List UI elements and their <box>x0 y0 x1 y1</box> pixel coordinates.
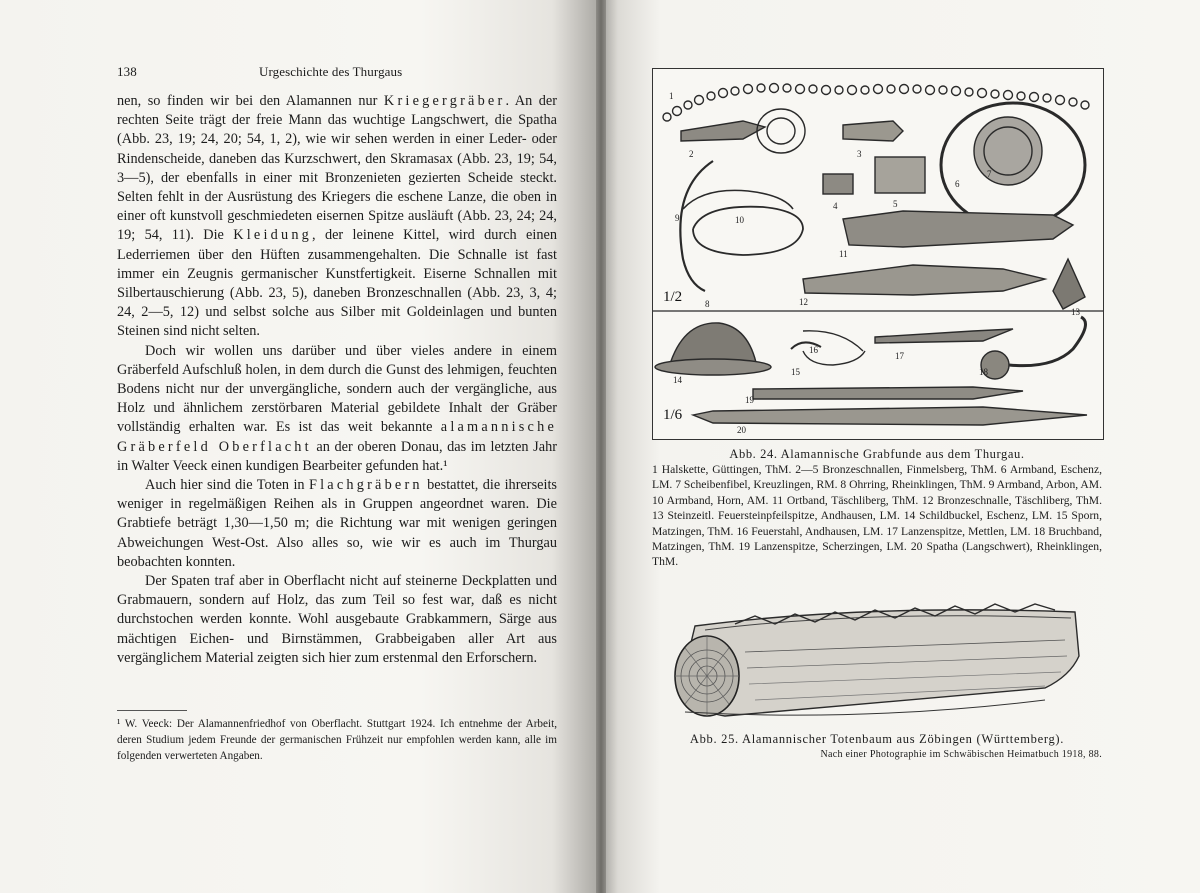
fig-number: 8 <box>705 299 710 309</box>
fig-number: 10 <box>735 215 744 225</box>
spaced-emphasis: Flachgräbern <box>308 477 423 494</box>
tree-coffin-illustration <box>665 596 1085 726</box>
figure-24-caption-body: 1 Halskette, Güttingen, ThM. 2—5 Bronzeschnallen, Finmelsberg, ThM. 6 Armband, Eschenz, LM. 7 Scheibenfibel, Kreuzlingen, RM. 8 Ohrring, Rheinklingen, ThM. 9 Armband, Arbon, AM. 10 Armband, Horn, AM. 11 Ortband, Täschliberg, ThM. 12 Bronzeschnalle, Täschliberg, ThM. 13 Steinzeitl. Feuersteinpfeilspitze, Andhausen, LM. 14 Schildbuckel, Eschenz, LM. 15 Sporn, Matzingen, ThM. 16 Feuerstahl, Andhausen, LM. 17 Lanzenspitze, Mettlen, LM. 18 Bruchband, Matzingen, ThM. 19 Lanzenspitze, Scherzingen, LM. 20 Spatha (Langschwert), Rheinklingen, ThM. <box>652 463 1102 569</box>
spaced-emphasis: alamannische Gräberfeld Oberflacht <box>117 419 557 455</box>
text-run: Auch hier sind die Toten in <box>145 477 309 494</box>
footnote-rule <box>117 710 187 711</box>
fig-number: 15 <box>791 367 800 377</box>
body-paragraph <box>117 342 557 476</box>
fig-number: 16 <box>809 345 818 355</box>
body-text <box>117 92 557 668</box>
fig-number: 12 <box>799 297 808 307</box>
figure-25-caption-source: Nach einer Photographie im Schwäbischen Heimatbuch 1918, 88. <box>820 749 1102 760</box>
scale-label-lower: 1/6 <box>663 407 683 423</box>
page-number: 138 <box>117 64 137 79</box>
fig-number: 3 <box>857 149 862 159</box>
spaced-emphasis: Kriegergräber <box>383 93 506 109</box>
fig-number: 19 <box>745 395 754 405</box>
fig-number: 2 <box>689 149 694 159</box>
fig-number: 9 <box>675 213 680 223</box>
figure-25-image <box>665 596 1085 726</box>
book-gutter <box>596 0 606 893</box>
text-run: . An der rechten Seite trägt der freie Mann das wuchtige Langschwert, die Spatha (Abb. 23, 19; 24, 20; 54, 1, 2), wie wir sehen werden in einer Leder- oder Rindenscheide, daneben das Kurzschwert, den Skramasax (Abb. 23, 19; 54, 3—5), der ebenfalls in einer mit Bronzenieten gezierten Scheide steckt. Selten fehlt in der Ausrüstung des Kriegers die eschene Lanze, die oben in einer oft kunstvoll geschmiedeten eisernen Spitze ausläuft (Abb. 23, 24; 24, 19; 54, 11). Die <box>117 93 557 244</box>
fig-number: 7 <box>987 169 992 179</box>
text-run: , der leinene Kittel, wird durch einen Lederriemen über den Hüften zusammengehalten. Die Schnalle ist fast immer ein Zeugnis germanischer Kunstfertigkeit. Eiserne Schnallen mit Silbertauschierung (Abb. 23, 5), daneben Bronzeschnallen (Abb. 23, 3, 4; 24, 2—5, 12) und selbst solche aus Silber mit Goldeinlagen und bunten Steinen sind nicht selten. <box>117 227 557 340</box>
fig-number: 11 <box>839 249 848 259</box>
fig-number: 6 <box>955 179 960 189</box>
text-run: Der Spaten traf aber in Oberflacht nicht auf steinerne Deckplatten und Grabmauern, sondern auf Holz, das zum Teil so fest war, daß es nicht durchstochen werden konnte. Wohl ausgebaute Grabkammern, Särge aus mächtigen Eichen- und Birnstämmen, Grabbeigaben aller Art aus vergänglichem Material zeigten sich hier zum erstenmal den Erforschern. <box>117 573 557 666</box>
body-paragraph <box>117 572 557 668</box>
fig-number: 20 <box>737 425 746 435</box>
fig-number: 17 <box>895 351 904 361</box>
figure-24-caption-title: Abb. 24. Alamannische Grabfunde aus dem Thurgau. <box>729 447 1025 461</box>
figure-24-illustration <box>653 69 1103 439</box>
fig-number: 18 <box>979 367 988 377</box>
fig-number: 1 <box>669 91 674 101</box>
text-run: Doch wir wollen uns darüber und über vieles andere in einem Gräberfeld Aufschluß holen, in dem durch die Gunst des lehmigen, feuchten Bodens nicht nur der unvergängliche, sondern auch der vergängliche, aus Holz und ähnlichem zerstörbaren Material gebildete Inhalt der Gräber vollständig erhalten war. Es ist das weit bekannte <box>117 342 557 436</box>
figure-24-plate <box>652 68 1104 440</box>
footnote-text: ¹ W. Veeck: Der Alamannenfriedhof von Oberflacht. Stuttgart 1924. Ich entnehme der Arbeit, deren Studium jedem Freunde der germanischen Frühzeit nur empfohlen werden kann, alle im folgenden verwerteten Angaben. <box>117 718 557 762</box>
spaced-emphasis: Kleidung <box>233 227 313 244</box>
fig-number: 13 <box>1071 307 1080 317</box>
body-paragraph <box>117 476 557 572</box>
figure-25-caption-title: Abb. 25. Alamannischer Totenbaum aus Zöbingen (Württemberg). <box>689 732 1065 746</box>
fig-number: 5 <box>893 199 898 209</box>
text-run: bestattet, die ihrerseits weniger in regelmäßigen Reihen als in Gruppen angeordnet waren. Die Grabtiefe beträgt 1,30—1,50 m; die Richtung war mit wenigen geringen Abweichungen West-Ost. Also alles so, wie wir es auch im Thurgau beobachten konnten. <box>117 477 557 570</box>
text-run: an der oberen Donau, das im letzten Jahr in Walter Veeck einen kundigen Bearbeiter gefunden hat.¹ <box>117 438 557 474</box>
text-run: nen, so finden wir bei den Alamannen nur <box>117 93 384 109</box>
necklace-beads <box>663 84 1089 122</box>
fig-number: 14 <box>673 375 682 385</box>
running-title: Urgeschichte des Thurgaus <box>259 64 403 79</box>
footnote <box>117 716 557 764</box>
scale-label-upper: 1/2 <box>663 289 683 305</box>
body-paragraph <box>117 92 557 342</box>
fig-number: 4 <box>833 201 838 211</box>
